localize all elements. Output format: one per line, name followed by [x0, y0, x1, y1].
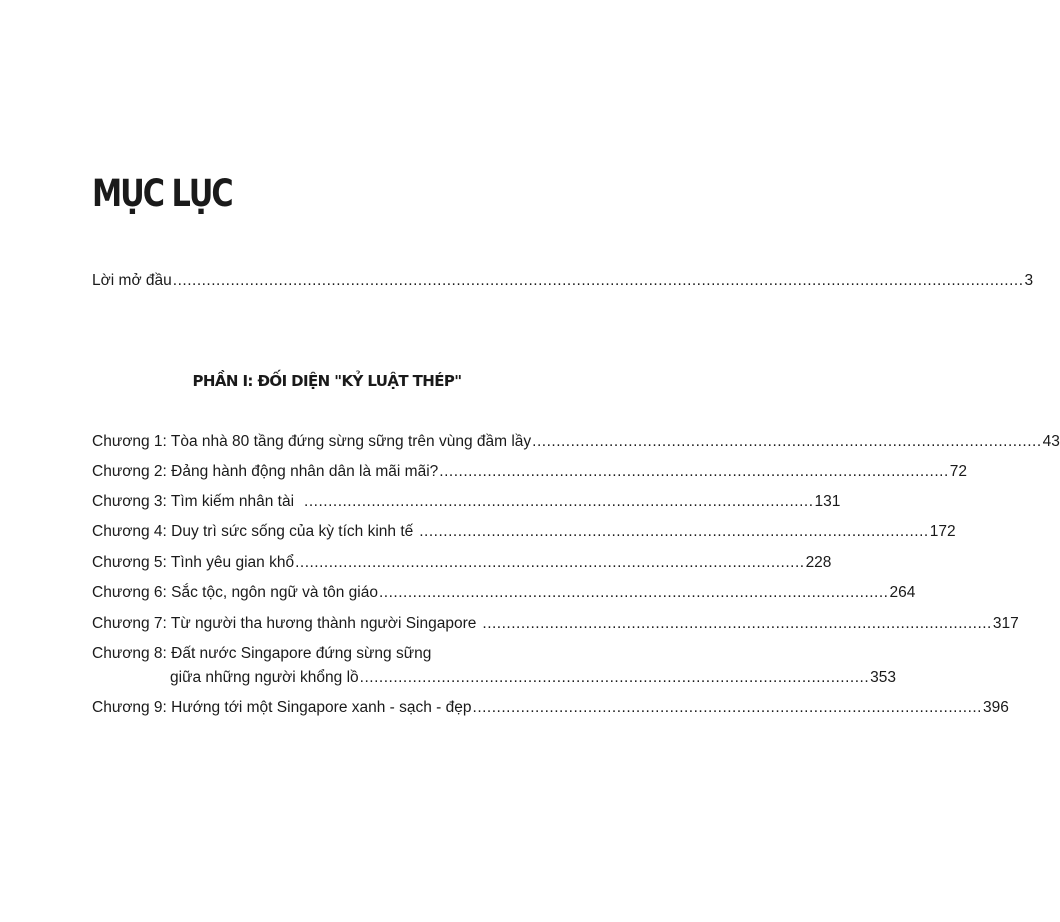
- toc-entry-continuation: [92, 669, 897, 687]
- toc-entry-label: Chương 7: Từ người tha hương thành người Singapore: [92, 615, 477, 632]
- toc-entry-page: 131: [814, 493, 841, 510]
- page-title: MỤC LỤC: [92, 172, 232, 215]
- toc-entry-label: Chương 2: Đảng hành động nhân dân là mãi mãi?: [92, 463, 439, 480]
- toc-entry-label: Chương 3: Tìm kiếm nhân tài: [92, 493, 295, 510]
- dot-leader: ..........................................................................................................: [439, 463, 949, 480]
- toc-entry-chapter-5: [92, 554, 832, 572]
- toc-entry-page: 396: [983, 699, 1009, 716]
- toc-entry-label-cont: giữa những người khổng lồ: [170, 669, 359, 686]
- dot-leader: ..........................................................................................................: [304, 493, 814, 510]
- toc-entry-page: 317: [992, 615, 1019, 632]
- toc-entry-page: 228: [805, 554, 832, 571]
- toc-entry-label: Chương 5: Tình yêu gian khổ: [92, 554, 295, 571]
- toc-entry-chapter-1: [92, 433, 1060, 451]
- toc-entry-label: Chương 4: Duy trì sức sống của kỳ tích kinh tế: [92, 523, 414, 540]
- toc-entry-label: Chương 6: Sắc tộc, ngôn ngữ và tôn giáo: [92, 584, 378, 601]
- toc-entry-page: 172: [929, 523, 956, 540]
- dot-leader: ..........................................................................................................: [532, 433, 1042, 450]
- toc-entry-label: Chương 1: Tòa nhà 80 tầng đứng sừng sững trên vùng đầm lầy: [92, 433, 532, 450]
- toc-entry-page: 264: [889, 584, 916, 601]
- dot-leader: ..........................................................................................................: [472, 699, 982, 716]
- dot-leader: ..........................................................................................................: [419, 523, 929, 540]
- toc-entry-page: 72: [949, 463, 968, 480]
- dot-leader: ..........................................................................................................: [359, 669, 870, 686]
- toc-entry-page: 3: [1024, 272, 1034, 289]
- toc-entry-chapter-7: [92, 615, 1019, 633]
- toc-entry-chapter-4: [92, 523, 956, 541]
- dot-leader: ..........................................................................................................: [482, 615, 992, 632]
- dot-leader: ..........................................................................................................: [379, 584, 889, 601]
- toc-entry-label: Lời mở đầu: [92, 272, 172, 289]
- dot-leader: ..........................................................................................................: [295, 554, 805, 571]
- toc-entry-preface: [92, 272, 1034, 290]
- toc-entry-chapter-9: [92, 699, 1009, 717]
- part-heading: PHẦN I: ĐỐI DIỆN "KỶ LUẬT THÉP": [192, 372, 462, 390]
- toc-entry-label: Chương 9: Hướng tới một Singapore xanh - sạch - đẹp: [92, 699, 472, 716]
- toc-entry-label: Chương 8: Đất nước Singapore đứng sừng sững: [92, 645, 432, 662]
- dot-leader: .................................................................................................................................................................................: [172, 272, 1024, 289]
- toc-entry-page: 353: [870, 669, 897, 686]
- toc-entry-page: 43: [1042, 433, 1060, 450]
- toc-entry-chapter-8: [92, 645, 897, 687]
- toc-entry-chapter-2: [92, 463, 968, 481]
- toc-entry-chapter-3: [92, 493, 841, 511]
- toc-entry-chapter-6: [92, 584, 916, 602]
